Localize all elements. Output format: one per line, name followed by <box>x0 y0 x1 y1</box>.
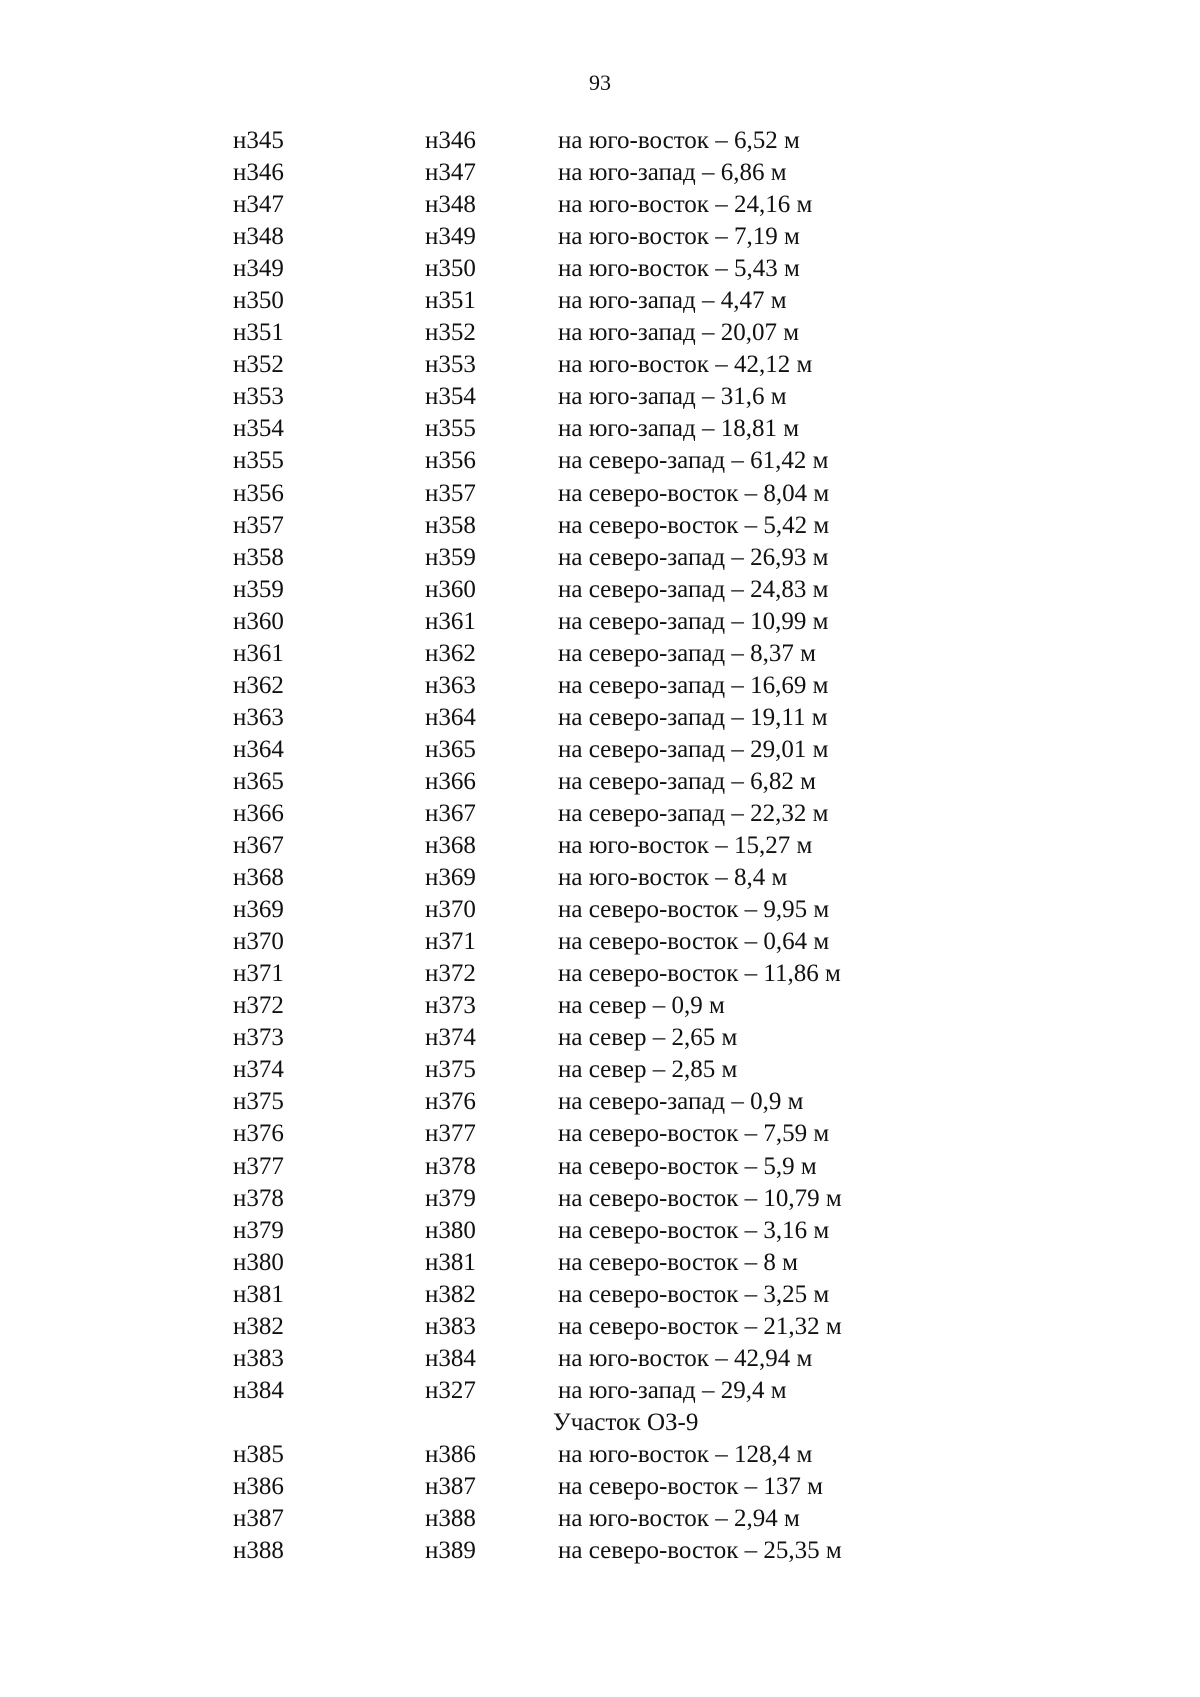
direction-distance: на северо-восток – 9,95 м <box>558 896 830 924</box>
table-row <box>0 1247 1200 1279</box>
direction-distance: на юго-запад – 18,81 м <box>558 415 800 443</box>
point-from: н365 <box>233 767 284 795</box>
table-row <box>0 189 1200 221</box>
direction-distance: на юго-восток – 6,52 м <box>558 127 800 154</box>
table-row <box>0 1022 1200 1054</box>
point-to: н369 <box>425 864 476 892</box>
point-to: н327 <box>425 1376 476 1404</box>
table-row <box>0 1471 1200 1503</box>
point-from: н351 <box>233 319 284 347</box>
direction-distance: на север – 2,65 м <box>558 1024 738 1052</box>
direction-distance: на северо-запад – 10,99 м <box>558 607 829 635</box>
point-to: н354 <box>425 383 476 411</box>
direction-distance: на юго-восток – 15,27 м <box>558 832 813 860</box>
point-to: н359 <box>425 543 476 571</box>
direction-distance: на северо-восток – 3,16 м <box>558 1216 830 1244</box>
point-from: н364 <box>233 735 284 763</box>
point-from: н357 <box>233 511 284 539</box>
table-row <box>0 638 1200 670</box>
direction-distance: на юго-запад – 20,07 м <box>558 319 800 347</box>
point-to: н376 <box>425 1088 476 1116</box>
point-to: н365 <box>425 735 476 763</box>
point-from: н355 <box>233 447 284 475</box>
point-to: н389 <box>425 1537 476 1565</box>
point-from: н383 <box>233 1344 284 1372</box>
boundary-table <box>0 125 1200 1567</box>
table-row <box>0 894 1200 926</box>
direction-distance: на северо-восток – 8 м <box>558 1248 798 1276</box>
point-from: н378 <box>233 1184 284 1212</box>
direction-distance: на северо-восток – 21,32 м <box>558 1312 842 1340</box>
point-from: н349 <box>233 255 284 283</box>
table-row <box>0 1151 1200 1183</box>
table-row <box>0 510 1200 542</box>
table-row <box>0 1439 1200 1471</box>
direction-distance: на северо-запад – 29,01 м <box>558 735 829 763</box>
point-to: н372 <box>425 960 476 988</box>
direction-distance: на юго-восток – 24,16 м <box>558 191 813 219</box>
point-from: н369 <box>233 896 284 924</box>
section-heading-row <box>0 1407 1200 1439</box>
point-from: н345 <box>233 127 284 154</box>
table-row <box>0 221 1200 253</box>
table-row <box>0 1503 1200 1535</box>
table-row <box>0 1279 1200 1311</box>
direction-distance: на юго-восток – 2,94 м <box>558 1505 800 1533</box>
table-row <box>0 766 1200 798</box>
direction-distance: на северо-запад – 22,32 м <box>558 799 829 827</box>
point-to: н352 <box>425 319 476 347</box>
point-to: н371 <box>425 928 476 956</box>
point-to: н387 <box>425 1472 476 1500</box>
table-row <box>0 125 1200 157</box>
point-to: н368 <box>425 832 476 860</box>
point-to: н350 <box>425 255 476 283</box>
table-row <box>0 574 1200 606</box>
point-from: н367 <box>233 832 284 860</box>
point-to: н383 <box>425 1312 476 1340</box>
point-from: н354 <box>233 415 284 443</box>
direction-distance: на северо-запад – 24,83 м <box>558 575 829 603</box>
point-to: н356 <box>425 447 476 475</box>
table-row <box>0 1311 1200 1343</box>
table-row <box>0 670 1200 702</box>
table-row <box>0 349 1200 381</box>
direction-distance: на юго-запад – 29,4 м <box>558 1376 787 1404</box>
point-to: н348 <box>425 191 476 219</box>
point-from: н363 <box>233 703 284 731</box>
point-to: н382 <box>425 1280 476 1308</box>
direction-distance: на северо-запад – 16,69 м <box>558 671 829 699</box>
direction-distance: на северо-восток – 0,64 м <box>558 928 830 956</box>
page-number: 93 <box>589 70 611 95</box>
point-from: н368 <box>233 864 284 892</box>
section-title: Участок ОЗ-9 <box>553 1408 699 1436</box>
table-row <box>0 702 1200 734</box>
point-from: н358 <box>233 543 284 571</box>
table-row <box>0 734 1200 766</box>
point-to: н374 <box>425 1024 476 1052</box>
point-to: н362 <box>425 639 476 667</box>
point-to: н347 <box>425 159 476 187</box>
table-row <box>0 1343 1200 1375</box>
direction-distance: на северо-запад – 19,11 м <box>558 703 828 731</box>
direction-distance: на северо-восток – 10,79 м <box>558 1184 842 1212</box>
point-to: н381 <box>425 1248 476 1276</box>
point-to: н363 <box>425 671 476 699</box>
point-from: н375 <box>233 1088 284 1116</box>
point-from: н356 <box>233 479 284 507</box>
direction-distance: на юго-восток – 5,43 м <box>558 255 800 283</box>
direction-distance: на северо-восток – 8,04 м <box>558 479 830 507</box>
point-to: н378 <box>425 1152 476 1180</box>
point-to: н364 <box>425 703 476 731</box>
table-row <box>0 1375 1200 1407</box>
point-from: н384 <box>233 1376 284 1404</box>
table-row <box>0 1215 1200 1247</box>
point-from: н381 <box>233 1280 284 1308</box>
point-from: н360 <box>233 607 284 635</box>
point-to: н370 <box>425 896 476 924</box>
table-row <box>0 478 1200 510</box>
point-to: н346 <box>425 127 476 154</box>
point-to: н349 <box>425 223 476 251</box>
table-row <box>0 317 1200 349</box>
point-from: н353 <box>233 383 284 411</box>
point-from: н362 <box>233 671 284 699</box>
direction-distance: на северо-запад – 8,37 м <box>558 639 816 667</box>
point-from: н373 <box>233 1024 284 1052</box>
direction-distance: на северо-запад – 6,82 м <box>558 767 816 795</box>
table-row <box>0 862 1200 894</box>
table-row <box>0 1086 1200 1118</box>
table-row <box>0 1183 1200 1215</box>
point-from: н366 <box>233 799 284 827</box>
table-row <box>0 1054 1200 1086</box>
point-to: н377 <box>425 1120 476 1148</box>
direction-distance: на юго-восток – 7,19 м <box>558 223 800 251</box>
table-row <box>0 990 1200 1022</box>
point-from: н377 <box>233 1152 284 1180</box>
point-from: н380 <box>233 1248 284 1276</box>
direction-distance: на юго-восток – 8,4 м <box>558 864 788 892</box>
point-from: н382 <box>233 1312 284 1340</box>
point-to: н386 <box>425 1440 476 1468</box>
point-to: н380 <box>425 1216 476 1244</box>
direction-distance: на юго-восток – 42,12 м <box>558 351 813 379</box>
point-to: н367 <box>425 799 476 827</box>
direction-distance: на юго-запад – 31,6 м <box>558 383 787 411</box>
direction-distance: на юго-восток – 42,94 м <box>558 1344 813 1372</box>
point-to: н353 <box>425 351 476 379</box>
point-from: н385 <box>233 1440 284 1468</box>
point-from: н379 <box>233 1216 284 1244</box>
point-to: н388 <box>425 1505 476 1533</box>
point-from: н371 <box>233 960 284 988</box>
table-row <box>0 606 1200 638</box>
point-to: н351 <box>425 287 476 315</box>
direction-distance: на северо-запад – 0,9 м <box>558 1088 804 1116</box>
table-row <box>0 413 1200 445</box>
point-to: н384 <box>425 1344 476 1372</box>
point-to: н361 <box>425 607 476 635</box>
direction-distance: на северо-запад – 26,93 м <box>558 543 829 571</box>
point-to: н366 <box>425 767 476 795</box>
point-to: н373 <box>425 992 476 1020</box>
table-row <box>0 1535 1200 1567</box>
direction-distance: на север – 0,9 м <box>558 992 725 1020</box>
point-from: н386 <box>233 1472 284 1500</box>
point-to: н355 <box>425 415 476 443</box>
direction-distance: на северо-восток – 5,42 м <box>558 511 830 539</box>
point-from: н359 <box>233 575 284 603</box>
table-row <box>0 926 1200 958</box>
point-to: н360 <box>425 575 476 603</box>
point-to: н379 <box>425 1184 476 1212</box>
point-from: н370 <box>233 928 284 956</box>
point-from: н374 <box>233 1056 284 1084</box>
point-from: н372 <box>233 992 284 1020</box>
point-from: н348 <box>233 223 284 251</box>
direction-distance: на северо-восток – 5,9 м <box>558 1152 817 1180</box>
table-row <box>0 285 1200 317</box>
table-row <box>0 381 1200 413</box>
table-row <box>0 253 1200 285</box>
direction-distance: на северо-запад – 61,42 м <box>558 447 829 475</box>
direction-distance: на северо-восток – 7,59 м <box>558 1120 830 1148</box>
direction-distance: на северо-восток – 11,86 м <box>558 960 841 988</box>
direction-distance: на юго-запад – 6,86 м <box>558 159 787 187</box>
table-row <box>0 1118 1200 1150</box>
table-row <box>0 830 1200 862</box>
point-to: н375 <box>425 1056 476 1084</box>
point-from: н361 <box>233 639 284 667</box>
table-row <box>0 445 1200 477</box>
direction-distance: на северо-восток – 137 м <box>558 1472 823 1500</box>
point-from: н376 <box>233 1120 284 1148</box>
point-from: н350 <box>233 287 284 315</box>
table-row <box>0 958 1200 990</box>
point-from: н387 <box>233 1505 284 1533</box>
direction-distance: на юго-запад – 4,47 м <box>558 287 787 315</box>
table-row <box>0 542 1200 574</box>
table-row <box>0 157 1200 189</box>
direction-distance: на северо-восток – 3,25 м <box>558 1280 830 1308</box>
point-to: н357 <box>425 479 476 507</box>
direction-distance: на юго-восток – 128,4 м <box>558 1440 813 1468</box>
point-from: н347 <box>233 191 284 219</box>
point-from: н346 <box>233 159 284 187</box>
table-row <box>0 798 1200 830</box>
point-from: н352 <box>233 351 284 379</box>
direction-distance: на северо-восток – 25,35 м <box>558 1537 842 1565</box>
point-from: н388 <box>233 1537 284 1565</box>
direction-distance: на север – 2,85 м <box>558 1056 738 1084</box>
point-to: н358 <box>425 511 476 539</box>
